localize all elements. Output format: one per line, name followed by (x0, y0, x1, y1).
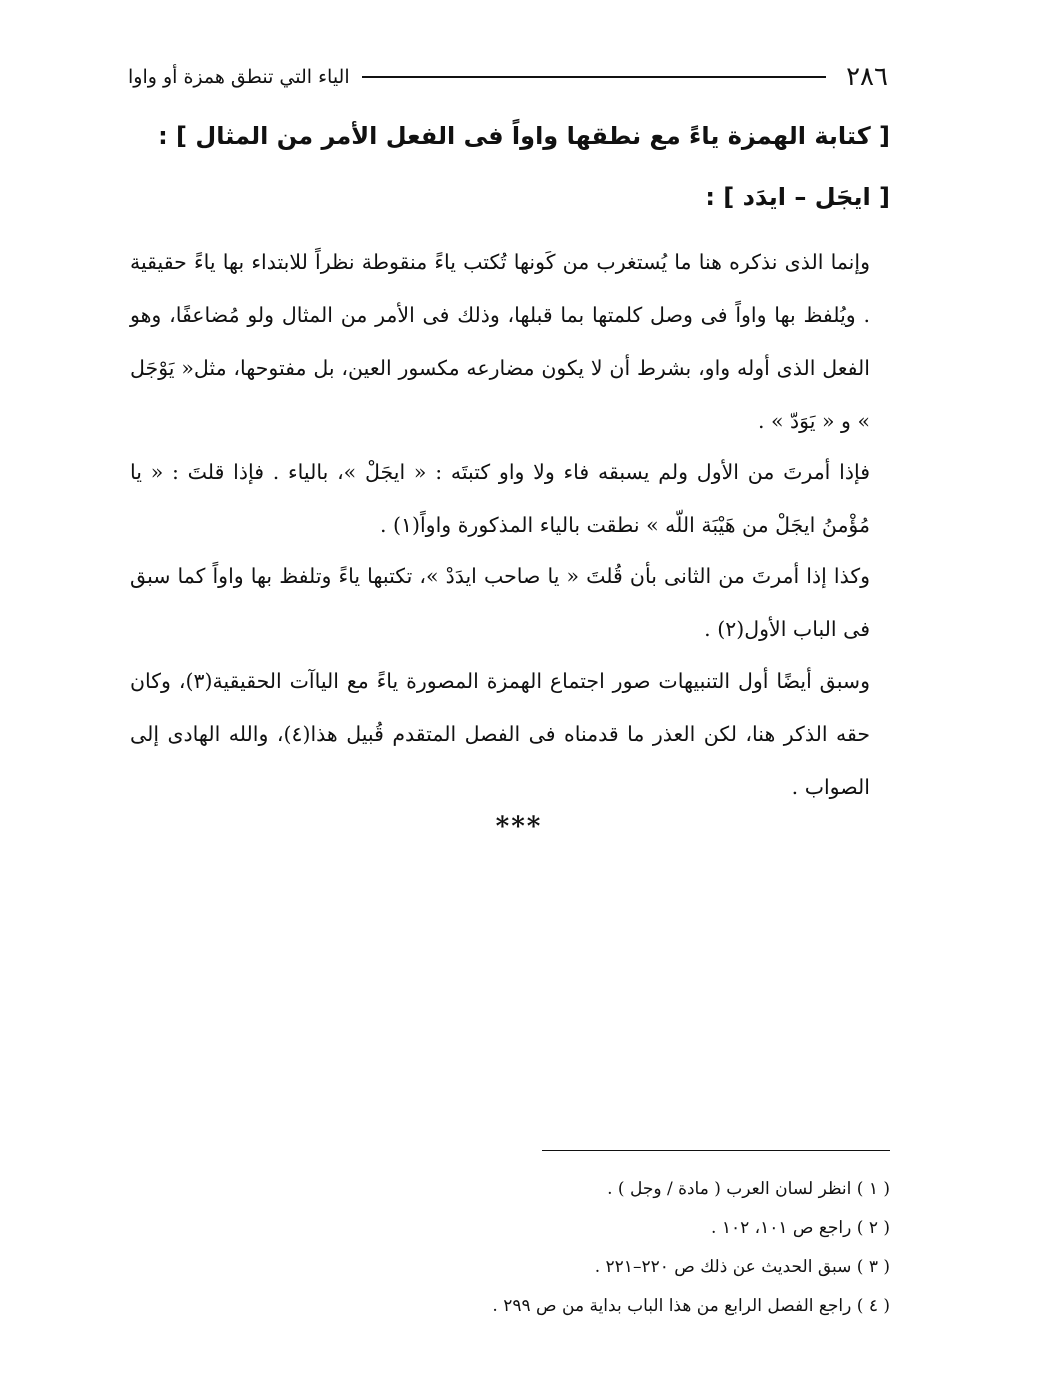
body-paragraph: فإذا أمرتَ من الأول ولم يسبقه فاء ولا واو كتبتَه : « ايجَلْ »، بالياء . فإذا قلتَ : « يا مُؤْمنُ ايجَلْ من هَيْبَة اللّه » نطقت بالياء المذكورة واواً(١) . (130, 460, 870, 537)
footnote: ( ٣ ) سبق الحديث عن ذلك ص ٢٢٠–٢٢١ . (594, 1257, 890, 1277)
page-header (128, 60, 888, 94)
body-paragraph: وكذا إذا أمرتَ من الثانى بأن قُلتَ « يا صاحب ايدَدْ »، تكتبها ياءً وتلفظ بها واواً كما سبق فى الباب الأول(٢) . (130, 564, 870, 641)
subsection-heading: [ ايجَل – ايدَد ] : (705, 183, 890, 211)
body-paragraph: وإنما الذى نذكره هنا ما يُستغرب من كَونها تُكتب ياءً منقوطة نظراً للابتداء بها ياءً حقيقية . ويُلفظ بها واواً فى وصل كلمتها بما قبلها، وذلك فى الأمر من المثال ولو مُضاعفًا، وهو الفعل الذى أوله واو، بشرط أن لا يكون مضارعه مكسور العين، بل مفتوحها، مثل« يَوْجَل » و « يَوَدّ » . (130, 250, 870, 433)
footnote: ( ٢ ) راجع ص ١٠١، ١٠٢ . (711, 1218, 890, 1238)
footnote-rule (542, 1150, 890, 1151)
footnote: ( ٤ ) راجع الفصل الرابع من هذا الباب بداية من ص ٢٩٩ . (492, 1296, 890, 1316)
footnotes (410, 1170, 890, 1326)
section-heading: [ كتابة الهمزة ياءً مع نطقها واواً فى الفعل الأمر من المثال ] : (158, 122, 890, 150)
page-number: ٢٨٦ (846, 62, 888, 92)
section-separator: *** (495, 812, 543, 842)
header-rule (362, 76, 826, 78)
footnote: ( ١ ) انظر لسان العرب ( مادة / وجل ) . (607, 1179, 890, 1199)
body-paragraph: وسبق أيضًا أول التنبيهات صور اجتماع الهمزة المصورة ياءً مع الياآت الحقيقية(٣)، وكان حقه الذكر هنا، لكن العذر ما قدمناه فى الفصل المتقدم قُبيل هذا(٤)، والله الهادى إلى الصواب . (130, 669, 871, 799)
running-title: الياء التي تنطق همزة أو واوا (128, 66, 350, 88)
